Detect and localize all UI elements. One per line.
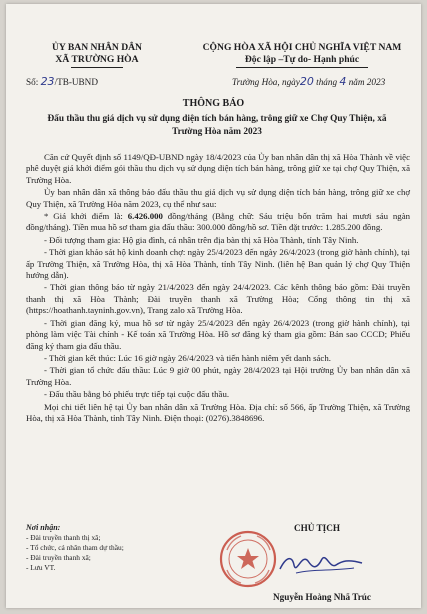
official-seal-icon [219,530,277,588]
docno-number: 23 [40,75,55,88]
document-subtitle: Đấu thầu thu giá dịch vụ sử dụng diện tích bán hàng, trông giữ xe Chợ Quy Thiện, xã Trường Hòa năm 2023 [47,114,387,137]
org-underline [71,67,123,68]
country-name: CỘNG HÒA XÃ HỘI CHỦ NGHĨA VIỆT NAM [202,42,402,53]
recipient-item: - Đài truyền thanh thị xã; [26,533,101,542]
date-month: 4 [339,75,347,88]
paragraph-participants: - Đối tượng tham gia: Hộ gia đình, cá nhân trên địa bàn thị xã Hòa Thành, tỉnh Tây Ninh. [44,234,359,245]
signer-title: CHỦ TỊCH [293,523,341,533]
price-pre: * Giá khởi điểm là: [44,211,128,222]
paragraph-starting-price [26,211,410,234]
paragraph-survey: - Thời gian khảo sát hộ kinh doanh chợ: ngày 25/4/2023 đến ngày 26/4/2023 (trong giờ hành chính), tại ấp Trường Thiện, xã Trường Hòa, thị xã Hòa Thành, tỉnh Tây Ninh. (liên hệ Ban quản lý chợ Quy Thiện hướng dẫn). [26,247,410,281]
price-value: 6.426.000 [127,211,163,222]
document-number [26,75,98,88]
paragraph-registration: - Thời gian đăng ký, mua hồ sơ từ ngày 25/4/2023 đến ngày 26/4/2023 (trong giờ hành chính), tại phòng làm việc Tài chính - Kế toán xã Trường Hòa. Hồ sơ đăng ký tham gia gồm: Bản sao CCCD; Phiếu đăng ký tham gia đấu thầu. [26,317,410,351]
paragraph-notice-period: - Thời gian thông báo từ ngày 21/4/2023 đến ngày 24/4/2023. Các kênh thông báo gồm: Đài truyền thanh thị xã Hòa Thành; Đài truyền thanh xã Trường Hòa; Cổng thông tin thị xã (https://hoathanh.tayninh.gov.vn), Trang zalo xã Trường Hòa. [26,282,410,316]
recipients-heading: Nơi nhận: [26,523,61,532]
signer-name: Nguyễn Hoàng Nhã Trúc [273,592,371,602]
recipients-block [26,523,124,573]
paragraph-announcement: Ủy ban nhân dân xã thông báo đấu thầu thu giá dịch vụ sử dụng diện tích bán hàng, trông giữ xe chợ Quy Thiện, xã Trường Hòa năm 2023, cụ thể như sau: [26,187,410,209]
motto: Độc lập –Tự do- Hạnh phúc [244,54,360,65]
document-title: THÔNG BÁO [182,98,245,109]
national-header [184,42,420,68]
recipient-item: - Đài truyền thanh xã; [26,553,91,562]
paragraph-method: - Đấu thầu bằng bỏ phiếu trực tiếp tại cuộc đấu thầu. [44,389,230,400]
motto-underline [236,67,368,68]
place-date [232,75,385,88]
recipient-item: - Tổ chức, cá nhân tham dự thầu; [26,543,124,552]
date-year: năm 2023 [348,77,386,87]
price-post: đồng/tháng (Bằng chữ: Sáu triệu bốn trăm hai mươi sáu ngàn đồng/tháng). Tiền mua hồ sơ tham gia đấu thầu: 300.000 đồng/hồ sơ. Tiền đặt trước: 1.285.200 đồng. [26,211,410,233]
handwritten-signature-icon [276,549,366,579]
document-page [6,4,421,608]
issuing-authority [22,42,172,68]
place-text: Trường Hòa, ngày [232,77,300,87]
paragraph-contact: Mọi chi tiết liên hệ tại Ủy ban nhân dân xã Trường Hòa. Địa chỉ: số 566, ấp Trường Thiện, xã Trường Hòa, thị xã Hòa Thành, tỉnh Tây Ninh. Điện thoại: (0276).3848696. [26,401,410,423]
paragraph-legal-basis: Căn cứ Quyết định số 1149/QĐ-UBND ngày 18/4/2023 của Ủy ban nhân dân thị xã Hòa Thành về việc phê duyệt giá khởi điểm gói thầu thu dịch vụ sử dụng diện tích bán hàng, trông giữ xe tại chợ Quy Thiện, xã Trường Hòa. [26,152,410,185]
docno-prefix: Số: [26,77,39,87]
docno-suffix: /TB-UBND [54,77,98,87]
recipient-item: - Lưu VT. [26,563,56,572]
org-line1: ỦY BAN NHÂN DÂN [52,42,142,53]
org-line2: XÃ TRƯỜNG HÒA [55,54,139,65]
document-body [26,152,410,425]
paragraph-auction-time: - Thời gian tổ chức đấu thầu: Lúc 9 giờ 00 phút, ngày 28/4/2023 tại Hội trường Ủy ban nhân dân xã Trường Hòa. [26,365,410,387]
paragraph-deadline: - Thời gian kết thúc: Lúc 16 giờ ngày 26/4/2023 và tiến hành niêm yết danh sách. [44,352,331,363]
date-mid: tháng [316,77,338,87]
date-day: 20 [299,75,314,88]
